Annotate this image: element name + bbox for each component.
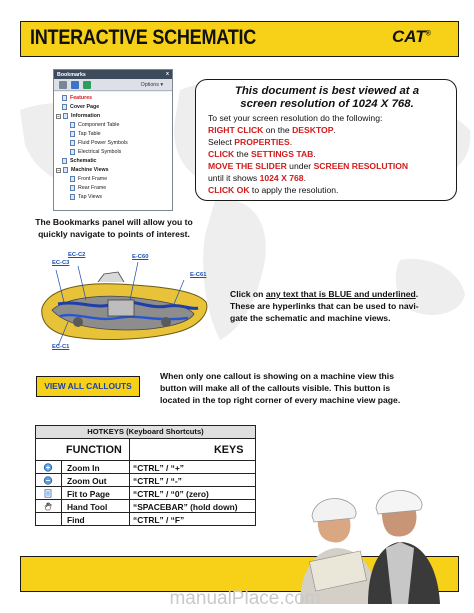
hotkey-keys: “SPACEBAR” (hold down) (133, 501, 238, 512)
hyperlink-text-line2: These are hyperlinks that can be used to navi- (230, 301, 419, 311)
bookmark-tap-views[interactable]: Tap Views (70, 193, 102, 201)
workers-photo (282, 486, 442, 604)
bookmarks-title: Bookmarks (57, 71, 86, 78)
view-all-text-line3: located in the top right corner of every machine view page. (160, 395, 401, 405)
page-title: INTERACTIVE SCHEMATIC (30, 26, 257, 49)
hotkey-keys: “CTRL” / “F” (133, 514, 185, 525)
info-step-1: RIGHT CLICK on the DESKTOP. (208, 125, 336, 135)
function-column-header: FUNCTION (66, 444, 122, 456)
watermark-text: manualPlace.com (169, 588, 321, 609)
info-heading-line1: This document is best viewed at a (234, 85, 420, 97)
info-intro: To set your screen resolution do the following: (208, 113, 383, 123)
bookmark-component-table[interactable]: Component Table (70, 121, 119, 129)
callout-ec-c2[interactable]: EC-C2 (68, 252, 86, 258)
view-all-text-line1: When only one callout is showing on a machine view this (160, 371, 394, 381)
bookmark-features[interactable]: Features (62, 94, 92, 102)
resolution-info-box (195, 79, 457, 201)
info-step-4: MOVE THE SLIDER under SCREEN RESOLUTION (208, 161, 409, 171)
expand-bookmark-icon[interactable] (83, 81, 91, 89)
bookmarks-list (54, 92, 172, 210)
hotkey-keys: “CTRL” / “0” (zero) (133, 488, 209, 499)
bookmark-fluid-power-symbols[interactable]: Fluid Power Symbols (70, 139, 128, 147)
hotkey-row-hand-tool (35, 500, 256, 513)
hotkey-row-zoom-out (35, 474, 256, 487)
bookmarks-caption (24, 217, 204, 240)
fit-page-icon (43, 489, 53, 498)
hotkey-row-fit-to-page (35, 487, 256, 500)
bookmarks-toolbar (54, 79, 172, 91)
options-menu-button[interactable]: Options ▾ (140, 82, 163, 88)
bookmark-cover-page[interactable]: Cover Page (62, 103, 99, 111)
new-bookmark-icon[interactable] (71, 81, 79, 89)
info-step-6: CLICK OK to apply the resolution. (208, 185, 339, 195)
view-all-text-line2: button will make all of the callouts visible. This button is (160, 383, 391, 393)
bookmarks-panel (53, 69, 173, 211)
delete-bookmark-icon[interactable] (59, 81, 67, 89)
hotkey-row-zoom-in (35, 461, 256, 474)
bookmarks-caption-line1: The Bookmarks panel will allow you to (35, 217, 193, 227)
callout-ec-c3[interactable]: EC-C3 (52, 260, 70, 266)
zoom-in-icon (43, 463, 53, 472)
bookmark-electrical-symbols[interactable]: Electrical Symbols (70, 148, 121, 156)
machine-frame-illustration (38, 260, 210, 352)
info-step-5: until it shows 1024 X 768. (208, 173, 306, 183)
bookmark-tap-table[interactable]: Tap Table (70, 130, 101, 138)
hotkeys-title: HOTKEYS (Keyboard Shortcuts) (35, 425, 256, 439)
view-all-callouts-button[interactable]: VIEW ALL CALLOUTS (36, 376, 140, 397)
bookmark-schematic[interactable]: Schematic (62, 157, 97, 165)
callout-e-c60[interactable]: E-C60 (132, 254, 149, 260)
hotkey-row-find (35, 513, 256, 526)
bookmarks-titlebar (54, 70, 172, 79)
bookmark-information[interactable]: − Information (57, 113, 101, 119)
zoom-out-icon (43, 476, 53, 485)
hotkey-function: Fit to Page (67, 488, 110, 499)
bookmark-machine-views[interactable]: − Machine Views (57, 167, 109, 173)
hotkeys-header-row (35, 439, 256, 461)
cat-logo-text: CAT (392, 27, 426, 46)
bookmark-front-frame[interactable]: Front Frame (70, 175, 107, 183)
hyperlink-text-line1: Click on any text that is BLUE and underlined. (230, 289, 419, 299)
callout-e-c61[interactable]: E-C61 (190, 272, 207, 278)
hotkey-keys: “CTRL” / “-” (133, 475, 182, 486)
hyperlink-text-line3: gate the schematic and machine views. (230, 313, 391, 323)
hand-tool-icon (43, 502, 53, 511)
cat-logo-mark: ® (425, 30, 431, 38)
hotkey-function: Hand Tool (67, 501, 108, 512)
hotkey-keys: “CTRL” / “+” (133, 462, 184, 473)
bookmarks-caption-line2: quickly navigate to points of interest. (38, 228, 190, 239)
hotkey-function: Zoom In (67, 462, 100, 473)
callout-ec-c1[interactable]: EC-C1 (52, 344, 70, 350)
keys-column-header: KEYS (214, 444, 244, 456)
cat-logo (392, 27, 431, 47)
hotkey-function: Zoom Out (67, 475, 107, 486)
bookmark-rear-frame[interactable]: Rear Frame (70, 184, 106, 192)
info-step-2: Select PROPERTIES. (208, 137, 293, 147)
hotkey-function: Find (67, 514, 85, 525)
close-icon[interactable]: x (166, 71, 169, 77)
info-heading-line2: screen resolution of 1024 X 768. (240, 98, 414, 110)
info-step-3: CLICK the SETTINGS TAB. (208, 149, 316, 159)
